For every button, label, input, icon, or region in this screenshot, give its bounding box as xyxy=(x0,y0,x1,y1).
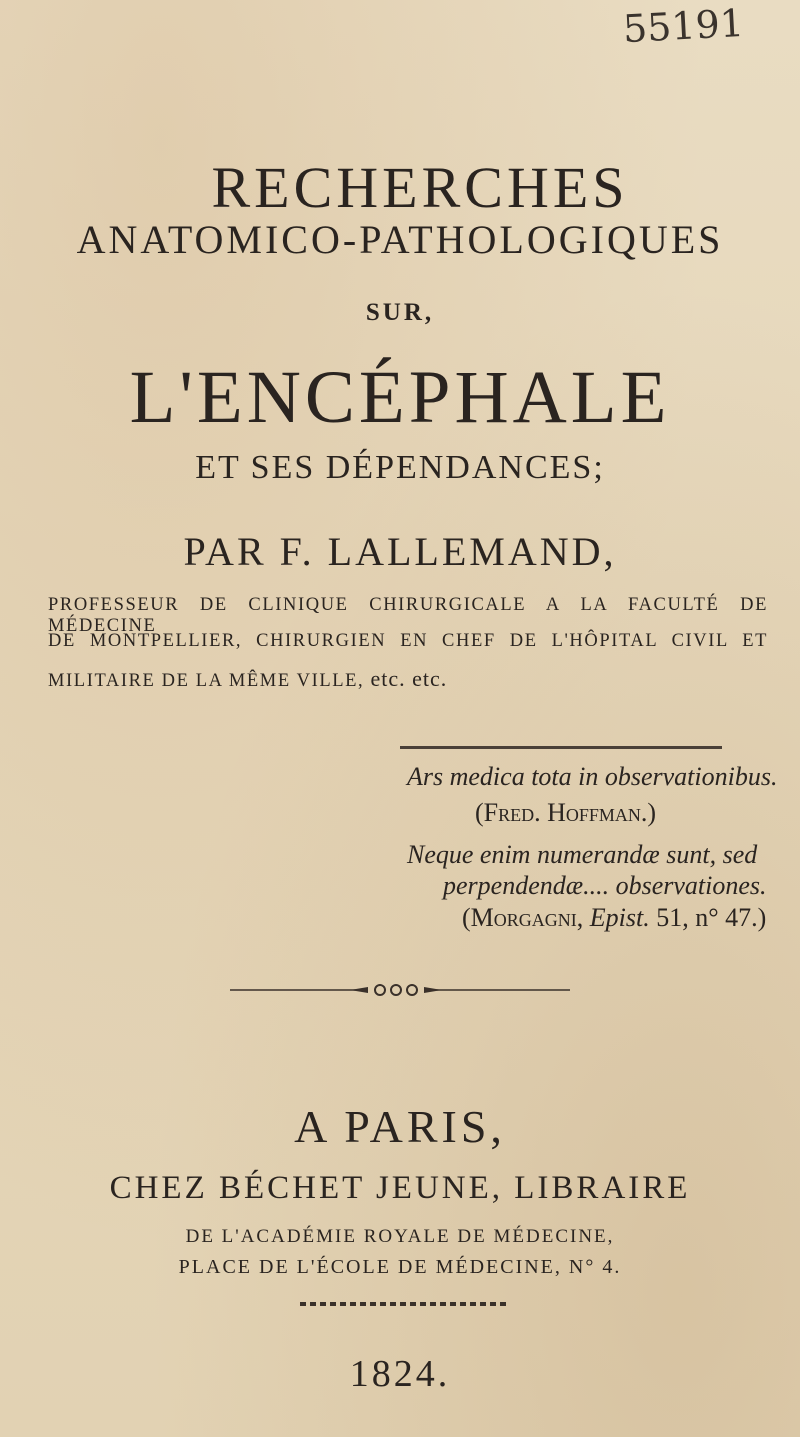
affiliation-line-3-text: MILITAIRE DE LA MÊME VILLE, xyxy=(48,671,365,692)
epigraph-source-2-num: 51, n° 47.) xyxy=(656,902,767,932)
shelfmark: 55191 xyxy=(622,0,746,52)
ornament-circle-2 xyxy=(391,985,401,995)
epigraph-source-1: (Fred. Hoffman.) xyxy=(475,797,657,827)
title-line-2: ANATOMICO-PATHOLOGIQUES xyxy=(76,216,724,262)
epigraph-rule xyxy=(400,746,722,749)
epigraph-source-2-author: (Morgagni, xyxy=(462,902,584,932)
affiliation-line-2: DE MONTPELLIER, CHIRURGIEN EN CHEF DE L'HÔPITAL CIVIL ET xyxy=(48,631,768,652)
author-line: PAR F. LALLEMAND, xyxy=(183,529,617,575)
title-sur: SUR, xyxy=(365,299,435,327)
ornament-circle-3 xyxy=(407,985,417,995)
affiliation-etc: etc. etc. xyxy=(370,666,448,692)
affiliation-line-3 xyxy=(48,666,768,692)
title-main: L'ENCÉPHALE xyxy=(129,355,671,439)
epigraph-quote-2-line-1: Neque enim numerandæ sunt, sed xyxy=(407,839,758,869)
imprint-city: A PARIS, xyxy=(294,1101,506,1153)
epigraph-quote-2-line-2: perpendendæ.... observationes. xyxy=(443,871,767,901)
imprint-publisher: CHEZ BÉCHET JEUNE, LIBRAIRE xyxy=(109,1170,691,1207)
title-line-1: RECHERCHES xyxy=(211,155,629,221)
epigraph-source-2 xyxy=(462,903,766,933)
decorative-dotted-rule xyxy=(300,1300,510,1308)
publication-year: 1824. xyxy=(349,1352,451,1395)
epigraph-quote-1: Ars medica tota in observationibus. xyxy=(407,761,778,791)
title-subtitle: ET SES DÉPENDANCES; xyxy=(195,449,605,487)
ornament-circle-1 xyxy=(375,985,385,995)
affiliation-line-1: PROFESSEUR DE CLINIQUE CHIRURGICALE A LA FACULTÉ DE MÉDECINE xyxy=(48,595,768,637)
imprint-line-1: DE L'ACADÉMIE ROYALE DE MÉDECINE, xyxy=(185,1225,615,1247)
imprint-line-2: PLACE DE L'ÉCOLE DE MÉDECINE, N° 4. xyxy=(178,1255,622,1278)
ornament-divider xyxy=(230,981,570,999)
epigraph-source-2-ref: Epist. xyxy=(589,902,650,932)
